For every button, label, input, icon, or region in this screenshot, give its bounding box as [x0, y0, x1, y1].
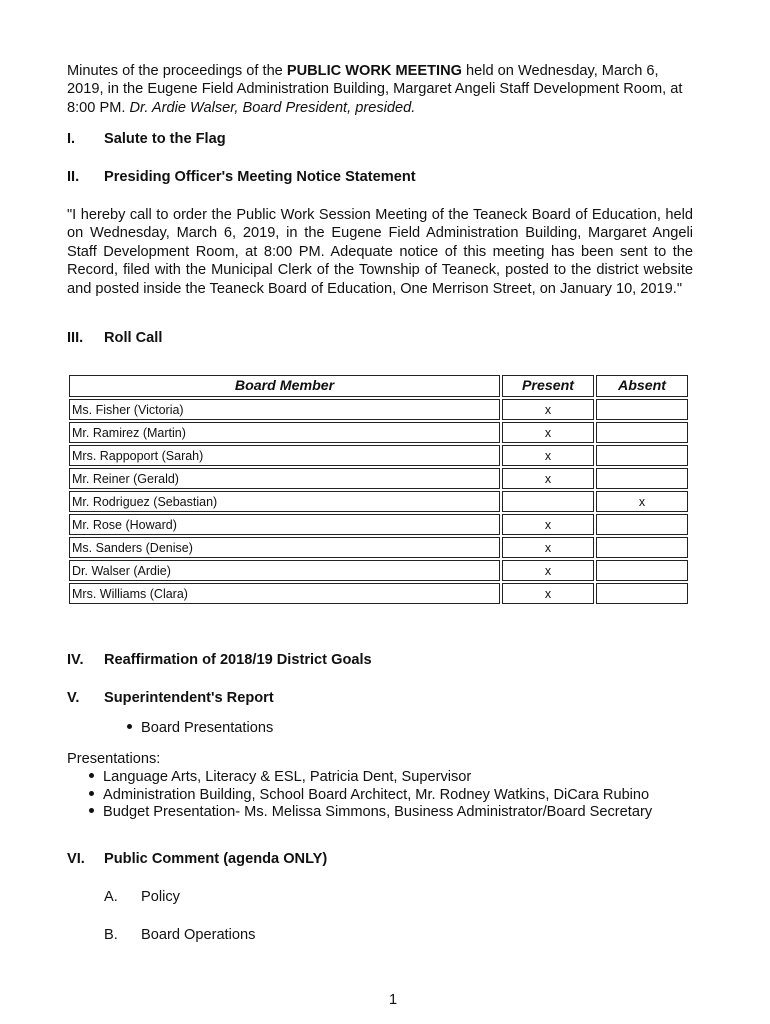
member-name-cell: Mr. Ramirez (Martin) — [69, 422, 500, 443]
bullet-icon — [89, 773, 94, 778]
header-board-member: Board Member — [69, 375, 500, 397]
absent-cell — [596, 537, 688, 558]
subitem-text: Policy — [141, 889, 180, 905]
roll-call-table — [67, 373, 690, 606]
present-cell: x — [502, 399, 594, 420]
intro-middle: held on Wednesday, March 6, 2019, in the Eugene Field Administration Building, Margaret Angeli Staff Development Room, at 8:00 PM. — [67, 63, 683, 116]
table-row — [69, 445, 688, 466]
member-name-cell: Dr. Walser (Ardie) — [69, 560, 500, 581]
section-number: VI. — [67, 851, 85, 867]
table-row — [69, 491, 688, 512]
notice-statement: "I hereby call to order the Public Work Session Meeting of the Teaneck Board of Education, held on Wednesday, March 6, 2019, in the Eugene Field Administration Building, Margaret Angeli Staff Development Room, at 8:00 PM. Adequate notice of this meeting has been sent to the Record, filed with the Municipal Clerk of the Township of Teaneck, posted to the district website and posted inside the Teaneck Board of Education, One Merrison Street, on January 10, 2019." — [67, 207, 693, 297]
absent-cell: x — [596, 491, 688, 512]
page-number: 1 — [389, 992, 398, 1008]
member-name-cell: Mr. Reiner (Gerald) — [69, 468, 500, 489]
table-row — [69, 537, 688, 558]
intro-prefix: Minutes of the proceedings of the — [67, 63, 287, 79]
list-item — [89, 769, 471, 785]
intro-paragraph — [67, 62, 697, 117]
absent-cell — [596, 422, 688, 443]
bullet-icon — [127, 724, 132, 729]
list-item — [89, 787, 649, 803]
section-number: IV. — [67, 652, 84, 668]
subitem-text: Board Operations — [141, 927, 256, 943]
absent-cell — [596, 399, 688, 420]
table-row — [69, 422, 688, 443]
presentations-label: Presentations: — [67, 751, 161, 767]
table-header-row — [69, 375, 688, 397]
section-number: I. — [67, 131, 76, 147]
table-row — [69, 468, 688, 489]
member-name-cell: Mrs. Rappoport (Sarah) — [69, 445, 500, 466]
bullet-icon — [89, 791, 94, 796]
list-item-text: Administration Building, School Board Architect, Mr. Rodney Watkins, DiCara Rubino — [103, 787, 650, 803]
absent-cell — [596, 468, 688, 489]
section-title: Superintendent's Report — [104, 690, 274, 706]
table-row — [69, 514, 688, 535]
table-row — [69, 583, 688, 604]
absent-cell — [596, 445, 688, 466]
section-title: Reaffirmation of 2018/19 District Goals — [104, 652, 372, 668]
section-title: Presiding Officer's Meeting Notice Statement — [104, 169, 416, 185]
header-absent: Absent — [596, 375, 688, 397]
section-number: V. — [67, 690, 80, 706]
present-cell: x — [502, 537, 594, 558]
list-item — [89, 804, 652, 820]
header-present: Present — [502, 375, 594, 397]
present-cell — [502, 491, 594, 512]
member-name-cell: Mr. Rose (Howard) — [69, 514, 500, 535]
list-item-text: Language Arts, Literacy & ESL, Patricia Dent, Supervisor — [103, 769, 472, 785]
member-name-cell: Ms. Fisher (Victoria) — [69, 399, 500, 420]
present-cell: x — [502, 560, 594, 581]
absent-cell — [596, 583, 688, 604]
section-title: Salute to the Flag — [104, 131, 226, 147]
section-number: II. — [67, 169, 80, 185]
absent-cell — [596, 514, 688, 535]
section-title: Public Comment (agenda ONLY) — [104, 851, 328, 867]
meeting-type: PUBLIC WORK MEETING — [286, 63, 462, 79]
list-item-text: Budget Presentation- Ms. Melissa Simmons, Business Administrator/Board Secretary — [103, 804, 653, 820]
present-cell: x — [502, 583, 594, 604]
list-item-text: Board Presentations — [141, 720, 274, 736]
present-cell: x — [502, 445, 594, 466]
table-row — [69, 399, 688, 420]
subitem-letter: B. — [104, 927, 118, 943]
present-cell: x — [502, 514, 594, 535]
table-row — [69, 560, 688, 581]
subitem-letter: A. — [104, 889, 118, 905]
bullet-icon — [89, 808, 94, 813]
member-name-cell: Mr. Rodriguez (Sebastian) — [69, 491, 500, 512]
list-item — [127, 720, 273, 736]
presided-by: Dr. Ardie Walser, Board President, presided. — [129, 99, 416, 116]
section-title: Roll Call — [104, 330, 163, 346]
present-cell: x — [502, 422, 594, 443]
absent-cell — [596, 560, 688, 581]
member-name-cell: Mrs. Williams (Clara) — [69, 583, 500, 604]
present-cell: x — [502, 468, 594, 489]
section-number: III. — [67, 330, 84, 346]
member-name-cell: Ms. Sanders (Denise) — [69, 537, 500, 558]
